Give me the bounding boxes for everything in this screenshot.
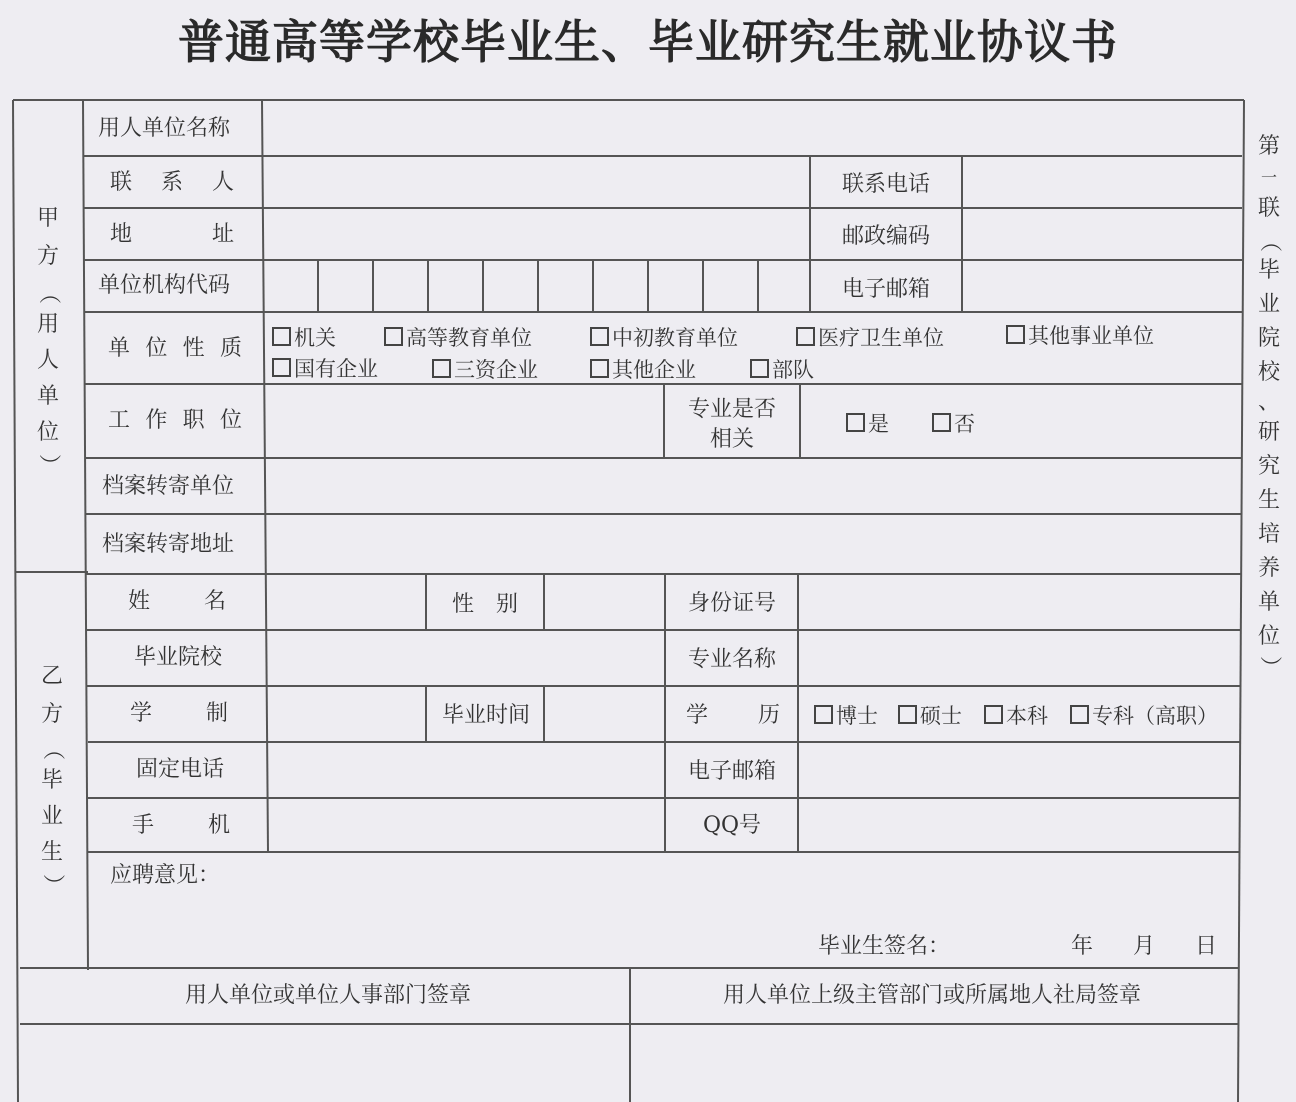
opinion-label: 应聘意见： [110,863,221,888]
gender-label: 性 别 [452,592,518,617]
nature-option-checkbox[interactable]: 中初教育单位 [590,327,738,349]
nature-option-checkbox[interactable]: 三资企业 [432,359,538,381]
authority-stamp-label: 用人单位上级主管部门或所属地人社局签章 [722,983,1142,1008]
qq-label: QQ号 [702,813,762,838]
signature-month-label: 月 [1132,934,1156,959]
nature-option-checkbox[interactable]: 机关 [272,327,336,349]
major-label: 专业名称 [687,647,777,672]
signature-label: 毕业生签名： [818,934,951,959]
nature-option-checkbox[interactable]: 高等教育单位 [384,327,532,349]
student-email-label: 电子邮箱 [687,759,777,784]
nature-option-checkbox[interactable]: 国有企业 [272,358,378,380]
degree-label: 学 历 [686,703,780,728]
nature-option-checkbox[interactable]: 其他事业单位 [1006,325,1154,347]
unit-stamp-label: 用人单位或单位人事部门签章 [184,983,472,1008]
party-b-side-label: 乙 方 （ 毕 业 生 ） [40,664,65,897]
major-related-label-line1: 专业是否 [687,397,777,422]
degree-option-checkbox[interactable]: 硕士 [898,705,962,727]
org-code-label: 单位机构代码 [98,273,231,298]
landline-label: 固定电话 [135,757,225,782]
school-label: 毕业院校 [133,645,223,670]
nature-option-checkbox[interactable]: 其他企业 [590,359,696,381]
position-label: 工 作 职 位 [108,408,242,433]
grad-time-label: 毕业时间 [441,703,531,728]
major-related-yes-checkbox[interactable]: 是 [846,413,889,435]
contact-label: 联 系 人 [110,170,234,195]
signature-day-label: 日 [1194,934,1218,959]
major-related-label-line2: 相关 [709,427,755,452]
degree-option-checkbox[interactable]: 博士 [814,705,878,727]
archive-unit-label: 档案转寄单位 [102,474,235,499]
nature-option-checkbox[interactable]: 部队 [750,359,814,381]
nature-option-checkbox[interactable]: 医疗卫生单位 [796,327,944,349]
unit-email-label: 电子邮箱 [841,277,931,302]
postcode-label: 邮政编码 [841,224,931,249]
signature-year-label: 年 [1070,934,1094,959]
major-related-no-checkbox[interactable]: 否 [932,413,975,435]
form-title: 普通高等学校毕业生、毕业研究生就业协议书 [178,15,1118,69]
phone-label: 联系电话 [841,172,931,197]
unit-name-label: 用人单位名称 [98,116,231,141]
party-a-side-label: 甲 方 （ 用 人 单 位 ） [36,206,61,477]
copy-number-side-label: 第 一 联 （ 毕 业 院 校 、 研 究 生 培 养 单 位 ） [1257,134,1282,679]
mobile-label: 手 机 [132,813,230,838]
id-number-label: 身份证号 [687,591,777,616]
address-label: 地 址 [110,222,234,247]
student-name-label: 姓 名 [128,589,226,614]
degree-option-checkbox[interactable]: 专科（高职） [1070,705,1218,727]
degree-option-checkbox[interactable]: 本科 [984,705,1048,727]
schooling-label: 学 制 [130,701,228,726]
archive-address-label: 档案转寄地址 [102,532,235,557]
unit-nature-label: 单 位 性 质 [108,336,242,361]
